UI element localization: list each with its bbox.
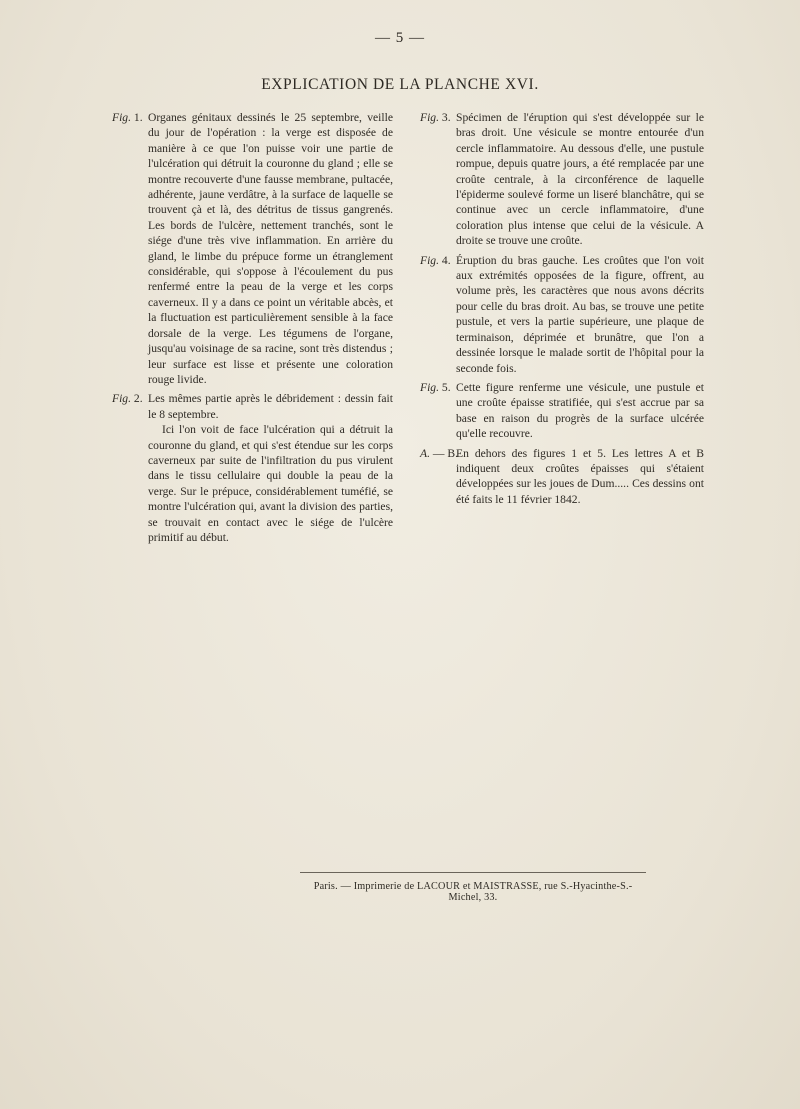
figure-description: Cette figure renferme une vésicule, une pustule et une croûte épaisse stratifiée, qui s'est accrue par sa base en raison du progrès de la surface ulcérée qu'elle recouvre. (456, 380, 704, 441)
figure-description: Ici l'on voit de face l'ulcération qui a détruit la couronne du gland, et qui s'est étendue sur les corps caverneux par suite de l'infiltration du pus virulent dans le tissu cellulaire qui double la peau de la verge. Sur le prépuce, considérablement tuméfié, se montre l'ulcération qui, avant la division des parties, se trouvait en contact avec le siége de l'ulcère primitif au début. (148, 423, 393, 544)
printer-imprint: Paris. — Imprimerie de LACOUR et MAISTRASSE, rue S.-Hyacinthe-S.-Michel, 33. (300, 872, 646, 903)
figure-label: Fig. 3. (420, 111, 451, 124)
figure-label: Fig. 2. (112, 392, 143, 406)
page-number: — 5 — (375, 30, 425, 46)
figure-description: Les mêmes partie après le débridement : dessin fait le 8 septembre. (148, 392, 393, 421)
figure-description: Éruption du bras gauche. Les croûtes que l'on voit aux extrémités opposées de la figure, offrent, au volume près, les caractères que nous avons décrits pour celle du bras droit. Au bas, se trouve une petite pustule, et vers la partie supérieure, une plaque de terminaison, déprimée et brunâtre, que l'on a dessinée lorsque le malade sortit de l'hôpital pour la seconde fois. (456, 253, 704, 375)
figure-entry-ab (420, 446, 704, 508)
figure-description: Spécimen de l'éruption qui s'est développée sur le bras droit. Une vésicule se montre entourée d'un cercle inflammatoire. Au dessous d'elle, une pustule rompue, depuis quatre jours, a été remplacée par une croûte centrale, à la circonférence de laquelle l'épiderme soulevé forme un liseré blanchâtre, qui se continue avec un cercle inflammatoire, d'une coloration plus intense que celui de la vésicule. A droite se trouve une croûte. (456, 111, 704, 248)
figure-entry-2 (112, 391, 393, 545)
figure-entry-5 (420, 380, 704, 442)
figure-entry-3 (420, 110, 704, 249)
figure-entry-4 (420, 253, 704, 376)
left-column (112, 110, 393, 547)
right-column (420, 110, 704, 509)
figure-label: A. — B. (420, 446, 459, 460)
figure-label: Fig. 5. (420, 380, 451, 394)
figure-entry-1 (112, 110, 393, 387)
page-title: EXPLICATION DE LA PLANCHE XVI. (261, 76, 539, 93)
figure-description: Organes génitaux dessinés le 25 septembre, veille du jour de l'opération : la verge est disposée de manière à ce que l'on puisse voir une partie de l'ulcération qui détruit la couronne du gland ; elle se montre recouverte d'une fausse membrane, pultacée, adhérente, jaune verdâtre, à la surface de laquelle se trouvent çà et là, des détritus de tissus gangrenés. Les bords de l'ulcère, nettement tranchés, sont le siége d'une très vive inflammation. En arrière du gland, le limbe du prépuce forme un étranglement considérable, qui s'oppose à l'écoulement du pus renfermé entre la peau de la verge et les corps caverneux. Il y a dans ce point un véritable abcès, et la fluctuation est particulièrement sensible à la face dorsale de la verge. Les tégumens de l'organe, jusqu'au voisinage de sa racine, sont très distendus ; leur surface est lisse et présente une coloration rouge livide. (148, 111, 393, 386)
figure-label: Fig. 1. (112, 111, 143, 124)
figure-description: En dehors des figures 1 et 5. Les lettres A et B indiquent deux croûtes épaisses qui s'étaient développées sur les joues de Dum..... Ces dessins ont été faits le 11 février 1842. (456, 446, 704, 506)
figure-label: Fig. 4. (420, 253, 451, 267)
